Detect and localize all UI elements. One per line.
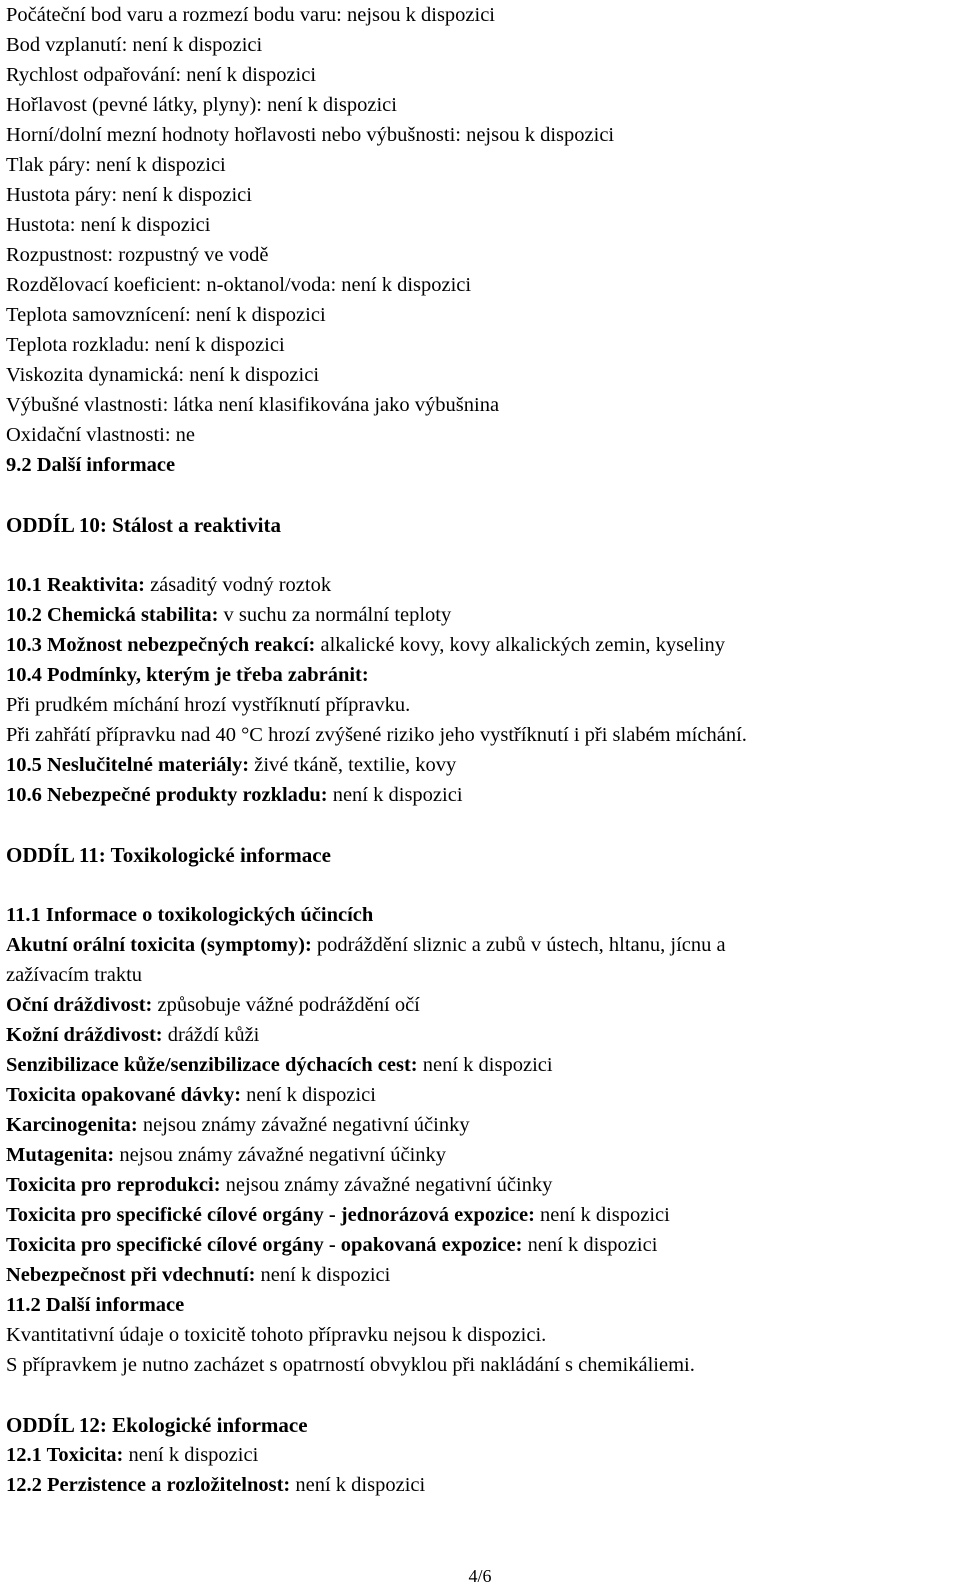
property-line: Rozpustnost: rozpustný ve vodě [6,244,269,266]
field-value: není k dispozici [417,1054,553,1076]
eco-item-line [6,1470,956,1500]
property-line: Horní/dolní mezní hodnoty hořlavosti nebo výbušnosti: nejsou k dispozici [6,124,615,146]
property-line: Výbušné vlastnosti: látka není klasifikována jako výbušnina [6,394,500,416]
field-label: Karcinogenita: [6,1114,138,1136]
field-value: není k dispozici [241,1084,376,1106]
subsection-heading-9-2: 9.2 Další informace [6,454,176,476]
field-label: 10.3 Možnost nebezpečných reakcí: [6,634,316,656]
field-label: 10.6 Nebezpečné produkty rozkladu: [6,784,328,806]
note-text: S přípravkem je nutno zacházet s opatrností obvyklou při nakládání s chemikáliemi. [6,1354,695,1376]
field-label: Akutní orální toxicita (symptomy): [6,934,312,956]
page-number: 4/6 [468,1566,492,1586]
incompatible-materials-line [6,750,956,780]
field-label: 12.1 Toxicita: [6,1444,124,1466]
field-label: Toxicita pro specifické cílové orgány - opakovaná expozice: [6,1234,523,1256]
field-value: dráždí kůži [162,1024,260,1046]
field-value: nejsou známy závažné negativní účinky [220,1174,553,1196]
field-label: Toxicita opakované dávky: [6,1084,242,1106]
property-line: Oxidační vlastnosti: ne [6,424,196,446]
document-page [6,0,956,1500]
field-value: v suchu za normální teploty [218,604,452,626]
field-value: způsobuje vážné podráždění očí [152,994,420,1016]
note-text: Kvantitativní údaje o toxicitě tohoto přípravku nejsou k dispozici. [6,1324,547,1346]
field-value: není k dispozici [123,1444,259,1466]
tox-item-line [6,1200,956,1230]
field-label: Kožní dráždivost: [6,1024,163,1046]
acute-toxicity-line [6,930,956,960]
section-12-title: ODDÍL 12: Ekologické informace [6,1413,308,1437]
field-value: není k dispozici [327,784,463,806]
property-line: Teplota rozkladu: není k dispozici [6,334,285,356]
field-value: alkalické kovy, kovy alkalických zemin, kyseliny [315,634,726,656]
field-value: nejsou známy závažné negativní účinky [137,1114,470,1136]
property-line: Bod vzplanutí: není k dispozici [6,34,263,56]
field-label: Mutagenita: [6,1144,115,1166]
condition-text: Při zahřátí přípravku nad 40 °C hrozí zvýšené riziko jeho vystříknutí i při slabém míchání. [6,724,747,746]
field-value: živé tkáně, textilie, kovy [249,754,457,776]
field-label: 10.5 Neslučitelné materiály: [6,754,250,776]
property-line: Rozdělovací koeficient: n-oktanol/voda: není k dispozici [6,274,472,296]
field-value: není k dispozici [522,1234,658,1256]
property-line: Rychlost odpařování: není k dispozici [6,64,317,86]
property-line: Hustota: není k dispozici [6,214,211,236]
property-line: Hořlavost (pevné látky, plyny): není k dispozici [6,94,397,116]
reactivity-line [6,570,956,600]
field-label: Toxicita pro reprodukci: [6,1174,221,1196]
tox-item-line [6,990,956,1020]
stability-line [6,600,956,630]
field-value: není k dispozici [534,1204,670,1226]
property-line: Počáteční bod varu a rozmezí bodu varu: nejsou k dispozici [6,4,496,26]
field-value: není k dispozici [290,1474,426,1496]
decomposition-products-line [6,780,956,810]
tox-item-line [6,1230,956,1260]
property-line: Hustota páry: není k dispozici [6,184,252,206]
property-line: Tlak páry: není k dispozici [6,154,226,176]
condition-text: Při prudkém míchání hrozí vystříknutí přípravku. [6,694,411,716]
section9-properties [6,0,956,450]
field-label: Nebezpečnost při vdechnutí: [6,1264,256,1286]
tox-item-line [6,1050,956,1080]
field-value: zásaditý vodný roztok [144,574,332,596]
field-label: Senzibilizace kůže/senzibilizace dýchacích cest: [6,1054,418,1076]
subsection-heading-11-1: 11.1 Informace o toxikologických účincích [6,904,374,926]
field-label: 10.1 Reaktivita: [6,574,145,596]
section-11-title: ODDÍL 11: Toxikologické informace [6,843,331,867]
field-label: 10.2 Chemická stabilita: [6,604,219,626]
property-line: Teplota samovznícení: není k dispozici [6,304,326,326]
eco-item-line [6,1440,956,1470]
section-10-title: ODDÍL 10: Stálost a reaktivita [6,513,281,537]
field-value: není k dispozici [255,1264,391,1286]
field-value: nejsou známy závažné negativní účinky [114,1144,447,1166]
tox-item-line [6,1080,956,1110]
conditions-to-avoid-line [6,660,956,690]
field-value: podráždění sliznic a zubů v ústech, hltanu, jícnu a [311,934,726,956]
field-label: 10.4 Podmínky, kterým je třeba zabránit: [6,664,369,686]
field-label: Toxicita pro specifické cílové orgány - jednorázová expozice: [6,1204,535,1226]
acute-toxicity-continuation: zažívacím traktu [6,964,143,986]
tox-item-line [6,1110,956,1140]
tox-item-line [6,1140,956,1170]
tox-item-line [6,1170,956,1200]
tox-item-line [6,1020,956,1050]
hazardous-reactions-line [6,630,956,660]
field-label: 12.2 Perzistence a rozložitelnost: [6,1474,291,1496]
subsection-heading-11-2: 11.2 Další informace [6,1294,185,1316]
field-label: Oční dráždivost: [6,994,153,1016]
tox-item-line [6,1260,956,1290]
property-line: Viskozita dynamická: není k dispozici [6,364,320,386]
